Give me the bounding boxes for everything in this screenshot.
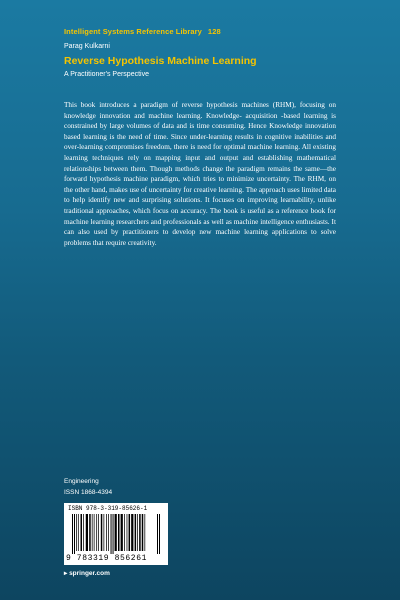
barcode-bar [96, 514, 97, 551]
barcode-bar [74, 514, 75, 554]
barcode-bar [81, 514, 83, 551]
barcode-bar [108, 514, 109, 551]
barcode-bar [121, 514, 123, 551]
issn-label: ISSN 1868-4394 [64, 489, 113, 496]
barcode-bar [131, 514, 133, 551]
barcode-bar [137, 514, 138, 551]
barcode-bar [86, 514, 88, 551]
barcode-bar [157, 514, 158, 554]
barcode-bar [135, 514, 137, 551]
isbn-text: ISBN 978-3-319-85626-1 [68, 505, 148, 512]
barcode-bar [94, 514, 95, 551]
barcode-bar [106, 514, 107, 551]
barcode-bar [111, 514, 112, 554]
series-name: Intelligent Systems Reference Library [64, 27, 202, 36]
barcode-bar [104, 514, 105, 551]
barcode-bar [127, 514, 128, 551]
barcode-bar [98, 514, 99, 551]
book-title: Reverse Hypothesis Machine Learning [64, 55, 257, 67]
barcode-bar [101, 514, 103, 551]
book-subtitle: A Practitioner's Perspective [64, 71, 149, 78]
barcode-bar [72, 514, 73, 554]
barcode-bar [142, 514, 144, 551]
barcode-bar [76, 514, 77, 551]
series-heading [64, 27, 221, 36]
isbn-barcode [64, 503, 168, 565]
series-volume: 128 [207, 27, 221, 36]
barcode-digits: 9 783319 856261 [66, 554, 148, 563]
barcode-bars [72, 514, 160, 554]
barcode-bar [139, 514, 141, 551]
barcode-bar [115, 514, 117, 551]
barcode-bar [118, 514, 120, 551]
barcode-bar [92, 514, 93, 551]
subject-label: Engineering [64, 478, 99, 485]
barcode-bar [124, 514, 125, 551]
book-description: This book introduces a paradigm of reverse hypothesis machines (RHM), focusing on knowledge innovation and machine learning. Knowledge- acquisition -based learning is constrained by large volumes of data and is time consuming. Hence Knowledge innovation based learning is the need of time. Since under-learning results in cognitive inabilities and over-learning compromises freedom, there is need for optimal machine learning. All existing learning techniques rely on mapping input and output and establishing mathematical relationships between them. Though methods change the paradigm remains the same—the forward hypothesis machine paradigm, which tries to minimize uncertainty. The RHM, on the other hand, makes use of uncertainty for creative learning. The approach uses limited data to help identify new and surprising solutions. It focuses on improving learnability, unlike traditional approaches, which focus on accuracy. The book is useful as a reference book for machine learning researchers and professionals as well as machine intelligence enthusiasts. It can also used by practitioners to develop new machine learning applications to solve problems that require creativity. [64, 101, 336, 247]
author-name: Parag Kulkarni [64, 43, 110, 50]
barcode-bar [159, 514, 160, 554]
publisher-link[interactable]: ▸ springer.com [64, 570, 110, 577]
barcode-bar [113, 514, 114, 554]
barcode-bar [89, 514, 91, 551]
barcode-bar [129, 514, 131, 551]
barcode-bar [83, 514, 84, 551]
barcode-bar [144, 514, 145, 551]
barcode-bar [78, 514, 79, 551]
